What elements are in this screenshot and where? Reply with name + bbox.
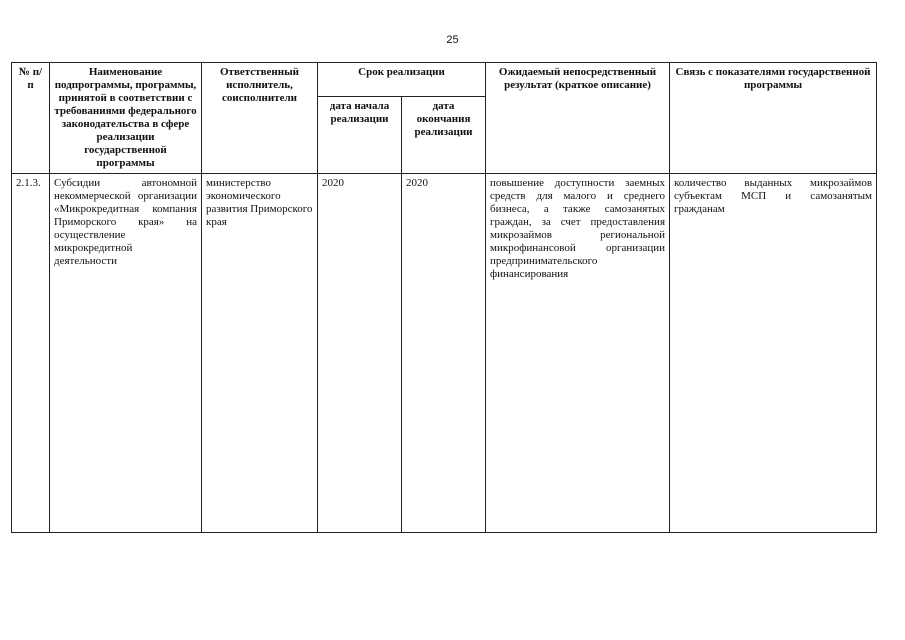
header-end: дата окончания реализации bbox=[402, 96, 486, 173]
row-end: 2020 bbox=[402, 174, 486, 533]
program-table bbox=[11, 62, 877, 533]
row-executor: министерство экономического развития Приморского края bbox=[202, 174, 318, 533]
header-name: Наименование подпрограммы, программы, принятой в соответствии с требованиями федерального законодательства в сфере реализации государственной программы bbox=[50, 63, 202, 174]
row-num: 2.1.3. bbox=[12, 174, 50, 533]
header-row bbox=[12, 63, 877, 97]
header-num: № п/п bbox=[12, 63, 50, 174]
page-number: 25 bbox=[446, 34, 459, 46]
header-link: Связь с показателями государственной программы bbox=[670, 63, 877, 174]
row-result: повышение доступности заемных средств для малого и среднего бизнеса, а также самозанятых граждан, за счет предоставления микрозаймов региональной микрофинансовой организации предпринимательского финансирования bbox=[486, 174, 670, 533]
row-name: Субсидии автономной некоммерческой организации «Микрокредитная компания Приморского края» на осуществление микрокредитной деятельности bbox=[50, 174, 202, 533]
row-link: количество выданных микрозаймов субъектам МСП и самозанятым гражданам bbox=[670, 174, 877, 533]
header-period: Срок реализации bbox=[318, 63, 486, 97]
table-row bbox=[12, 174, 877, 533]
header-result: Ожидаемый непосредственный результат (краткое описание) bbox=[486, 63, 670, 174]
row-start: 2020 bbox=[318, 174, 402, 533]
header-executor: Ответственный исполнитель, соисполнители bbox=[202, 63, 318, 174]
header-start: дата начала реализации bbox=[318, 96, 402, 173]
